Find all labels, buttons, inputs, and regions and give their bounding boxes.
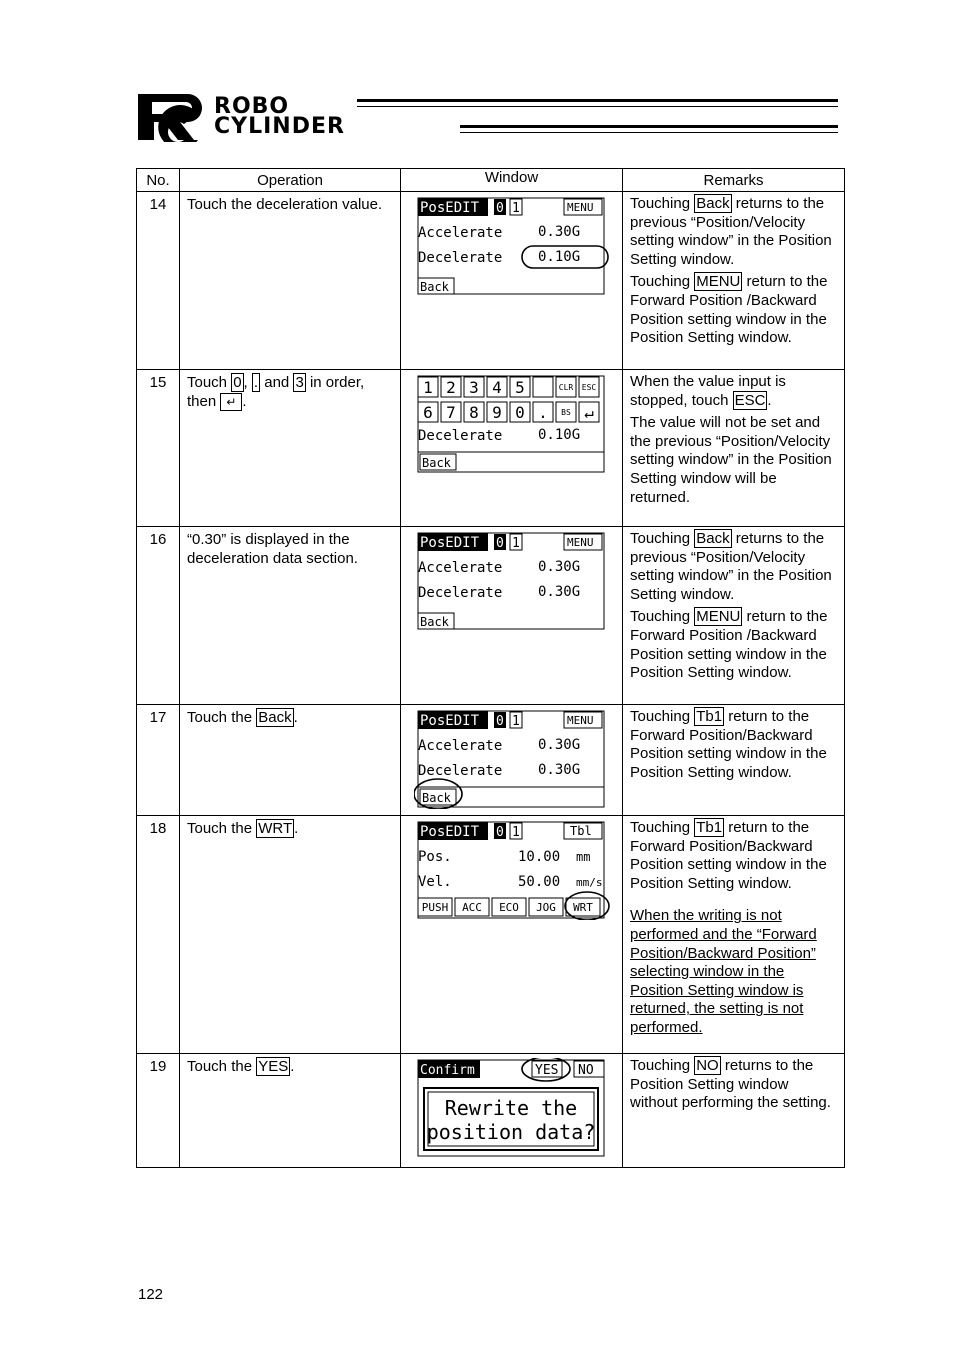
operation-text: Touch the deceleration value. [180, 192, 401, 370]
svg-text:Accelerate: Accelerate [417, 225, 502, 241]
window-cell [401, 527, 623, 705]
header-rule-bottom [460, 125, 838, 128]
lcd-button-eco [492, 898, 526, 916]
keypad-key [533, 402, 553, 422]
confirm-screen [414, 1058, 610, 1158]
lcd-button-wrt [566, 898, 600, 916]
svg-text:MENU: MENU [566, 201, 593, 214]
svg-text:Decelerate: Decelerate [417, 250, 502, 266]
table-row [137, 370, 845, 527]
svg-text:1: 1 [511, 201, 520, 216]
enter-key-icon: ↵ [220, 393, 242, 411]
svg-text:0: 0 [495, 714, 504, 729]
lcd-button-acc [455, 898, 489, 916]
keypad-key [441, 377, 461, 397]
svg-text:8: 8 [468, 403, 479, 422]
row-number: 17 [137, 705, 180, 816]
row-number: 19 [137, 1054, 180, 1168]
header-rule-top-thin [357, 106, 838, 107]
svg-text:mm/s: mm/s [575, 876, 602, 889]
table-row [137, 816, 845, 1054]
svg-text:↵: ↵ [583, 403, 594, 422]
svg-text:PosEDIT: PosEDIT [419, 535, 479, 551]
lcd-button-jog [529, 898, 563, 916]
svg-text:NO: NO [577, 1063, 594, 1078]
operation-text: Touch the Back . [180, 705, 401, 816]
svg-text:.: . [537, 403, 548, 422]
svg-text:YES: YES [534, 1063, 558, 1078]
svg-text:Accelerate: Accelerate [417, 560, 502, 576]
svg-text:0.10G: 0.10G [537, 249, 580, 265]
keypad-label: Decelerate [417, 428, 502, 444]
svg-text:7: 7 [445, 403, 456, 422]
svg-text:Decelerate: Decelerate [417, 763, 502, 779]
header-remarks: Remarks [623, 169, 845, 192]
svg-text:Tbl: Tbl [569, 824, 592, 838]
keypad-key [510, 402, 530, 422]
svg-text:2: 2 [445, 378, 456, 397]
keypad-value: 0.10G [537, 427, 580, 443]
table-row [137, 192, 845, 370]
lcd-screen [414, 820, 610, 920]
page-number: 122 [138, 1286, 164, 1303]
keypad-key [510, 377, 530, 397]
remark-back: Touching Back returns to the previous “Position/Velocity setting window” in the Position Setting window. [630, 195, 832, 268]
svg-text:position data?: position data? [426, 1120, 595, 1144]
svg-text:ESC: ESC [581, 383, 596, 392]
remark-not-set: The value will not be set and the previous “Position/Velocity setting window” in the Position Setting window will be returned. [630, 414, 832, 506]
table-row [137, 1054, 845, 1168]
svg-text:MENU: MENU [566, 714, 593, 727]
svg-text:WRT: WRT [572, 901, 593, 914]
svg-text:JOG: JOG [535, 901, 556, 914]
svg-text:4: 4 [491, 378, 502, 397]
operation-text: “0.30” is displayed in the deceleration data section. [180, 527, 401, 705]
row-number: 14 [137, 192, 180, 370]
menu-key-ref: MENU [696, 273, 741, 291]
svg-text:1: 1 [511, 536, 520, 551]
keypad-key [441, 402, 461, 422]
back-key-ref: Back [696, 195, 730, 212]
svg-text:0: 0 [495, 536, 504, 551]
svg-text:Rewrite the: Rewrite the [444, 1096, 577, 1120]
row-number: 18 [137, 816, 180, 1054]
operation-text: Touch the WRT . [180, 816, 401, 1054]
header-rule-bottom-thin [460, 132, 838, 133]
remark-warning: When the writing is not performed and the “Forward Position/Backward Position” selecting window in the Position Setting window is returned, the setting is not performed. [630, 907, 817, 1036]
lcd-button-push [418, 898, 452, 916]
svg-text:50.00: 50.00 [517, 874, 560, 890]
svg-text:Accelerate: Accelerate [417, 738, 502, 754]
keypad-screen [414, 374, 610, 474]
remarks-cell [623, 370, 845, 527]
row-number: 15 [137, 370, 180, 527]
window-cell [401, 1054, 623, 1168]
header-operation: Operation [180, 169, 401, 192]
svg-text:PUSH: PUSH [421, 901, 448, 914]
remark-menu: Touching MENU return to the Forward Position /Backward Position setting window in the Position Setting window. [630, 273, 828, 347]
keypad-key [579, 377, 599, 397]
svg-text:Back: Back [419, 280, 449, 294]
svg-text:Back: Back [419, 615, 449, 629]
keypad-key [487, 402, 507, 422]
svg-text:0.30G: 0.30G [537, 737, 580, 753]
remarks-cell: Touching Tb1 return to the Forward Position/Backward Position setting window in the Position Setting window. [623, 705, 845, 816]
svg-text:3: 3 [468, 378, 479, 397]
svg-text:1: 1 [511, 714, 520, 729]
svg-text:PosEDIT: PosEDIT [419, 824, 479, 840]
keypad-key [464, 377, 484, 397]
svg-text:ACC: ACC [461, 901, 482, 914]
keypad-back: Back [421, 456, 451, 470]
lcd-screen [414, 196, 610, 296]
svg-text:PosEDIT: PosEDIT [419, 713, 479, 729]
row-number: 16 [137, 527, 180, 705]
svg-text:MENU: MENU [566, 536, 593, 549]
header-no: No. [137, 169, 180, 192]
table-row [137, 705, 845, 816]
keypad-key [418, 377, 438, 397]
window-cell [401, 370, 623, 527]
svg-text:9: 9 [491, 403, 502, 422]
lcd-screen [414, 531, 610, 631]
keypad-key [464, 402, 484, 422]
operation-table [136, 168, 845, 1168]
svg-text:mm: mm [575, 850, 590, 864]
header-rule-top [357, 99, 838, 102]
svg-text:Pos.: Pos. [417, 849, 452, 865]
svg-text:6: 6 [422, 403, 433, 422]
svg-text:BS: BS [560, 408, 571, 417]
table-header-row [137, 169, 845, 192]
lcd-title: PosEDIT [419, 200, 479, 216]
remarks-cell [623, 192, 845, 370]
svg-text:5: 5 [514, 378, 525, 397]
svg-text:Decelerate: Decelerate [417, 585, 502, 601]
keypad-key [533, 377, 553, 397]
keypad-key [556, 402, 576, 422]
keypad-key [418, 402, 438, 422]
lcd-screen [414, 709, 610, 809]
table-row [137, 527, 845, 705]
svg-text:0: 0 [514, 403, 525, 422]
svg-text:0: 0 [495, 825, 504, 840]
svg-text:10.00: 10.00 [517, 849, 560, 865]
keypad-key [487, 377, 507, 397]
operation-text: Touch 0 , . and 3 in order, then ↵ . [180, 370, 401, 527]
svg-text:1: 1 [422, 378, 433, 397]
svg-text:0.30G: 0.30G [537, 584, 580, 600]
remarks-cell: Touching Back returns to the previous “Position/Velocity setting window” in the Position Setting window. Touching MENU return to the Forward Position /Backward Position setting window in the Position Setting window. [623, 527, 845, 705]
svg-text:1: 1 [511, 825, 520, 840]
window-cell [401, 705, 623, 816]
svg-text:Back: Back [421, 791, 451, 805]
svg-text:0.30G: 0.30G [537, 559, 580, 575]
svg-text:0: 0 [495, 201, 504, 216]
header-window: Window [401, 169, 623, 192]
keypad-key [579, 402, 599, 422]
svg-text:0.30G: 0.30G [537, 224, 580, 240]
window-cell [401, 816, 623, 1054]
remarks-cell: Touching Tb1 return to the Forward Position/Backward Position setting window in the Position Setting window. When the writing is not performed and the “Forward Position/Backward Position” selecting window in the Position Setting window is returned, the setting is not performed. [623, 816, 845, 1054]
logo-line-robo: ROBO [214, 94, 290, 119]
window-cell [401, 192, 623, 370]
remark-esc: When the value input is stopped, touch ESC . [630, 373, 786, 409]
operation-text: Touch the YES . [180, 1054, 401, 1168]
svg-text:0.30G: 0.30G [537, 762, 580, 778]
logo-line-cylinder: CYLINDER [214, 114, 345, 139]
remarks-cell: Touching NO returns to the Position Setting window without performing the setting. [623, 1054, 845, 1168]
svg-text:CLR: CLR [558, 383, 573, 392]
svg-text:Vel.: Vel. [417, 874, 452, 890]
keypad-key [556, 377, 576, 397]
svg-text:Confirm: Confirm [419, 1063, 475, 1078]
svg-text:ECO: ECO [498, 901, 519, 914]
